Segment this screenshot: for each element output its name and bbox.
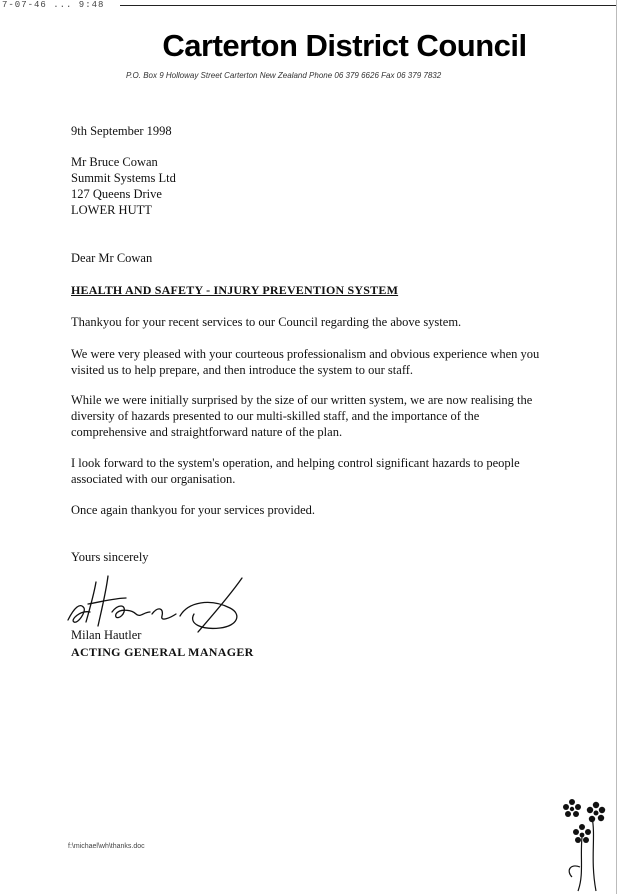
recipient-street: 127 Queens Drive <box>71 187 162 201</box>
letterhead-title: Carterton District Council <box>162 28 527 63</box>
document-path: f:\michael\wh\thanks.doc <box>68 843 145 850</box>
closing: Yours sincerely <box>71 550 149 564</box>
body-paragraph: We were very pleased with your courteous professionalism and obvious experience when you visited us to help prepare, and then introduce the system to our staff. <box>71 347 540 377</box>
page-edge <box>616 0 617 894</box>
letter-date: 9th September 1998 <box>71 124 172 138</box>
recipient-city: LOWER HUTT <box>71 203 152 217</box>
flower-logo-icon <box>556 797 614 893</box>
signer-title: ACTING GENERAL MANAGER <box>71 645 254 659</box>
body-paragraph: While we were initially surprised by the size of our written system, we are now realising the diversity of hazards presented to our multi-skilled staff, and the importance of the comprehensive and straightforward nature of the plan. <box>71 393 533 439</box>
fax-transmission-header: 7-07-46 ... 9:48 <box>2 0 105 10</box>
signer-name: Milan Hautler <box>71 628 142 642</box>
top-rule <box>120 5 616 6</box>
recipient-address <box>71 154 176 218</box>
salutation: Dear Mr Cowan <box>71 251 153 265</box>
recipient-company: Summit Systems Ltd <box>71 171 176 185</box>
subject-line: HEALTH AND SAFETY - INJURY PREVENTION SYSTEM <box>71 283 399 297</box>
body-paragraph: Thankyou for your recent services to our Council regarding the above system. <box>71 315 462 329</box>
recipient-name: Mr Bruce Cowan <box>71 155 158 169</box>
letterhead-address: P.O. Box 9 Holloway Street Carterton New Zealand Phone 06 379 6626 Fax 06 379 7832 <box>126 71 442 80</box>
body-paragraph: I look forward to the system's operation, and helping control significant hazards to people associated with our organisation. <box>71 456 520 486</box>
body-paragraph: Once again thankyou for your services provided. <box>71 503 316 517</box>
